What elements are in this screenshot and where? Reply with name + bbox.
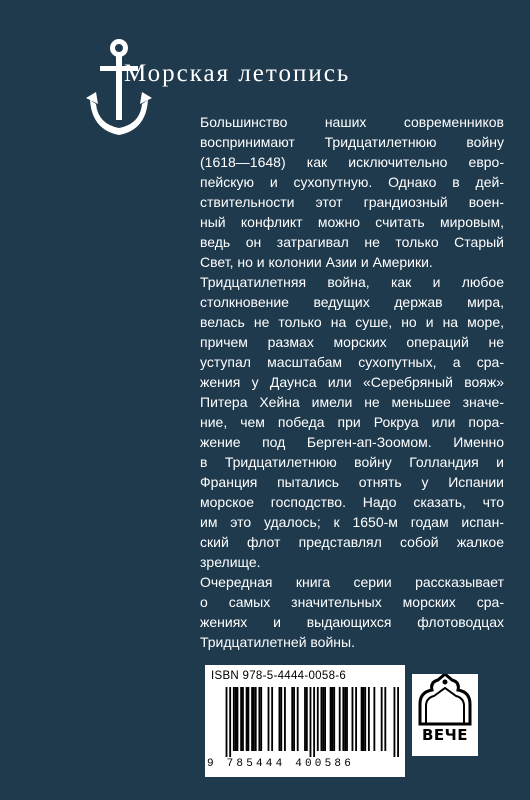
- barcode-bar: [304, 687, 306, 751]
- barcode-bar: [235, 687, 237, 751]
- barcode-bar: [306, 687, 308, 751]
- barcode-panel: [205, 665, 405, 777]
- barcode-bar: [355, 687, 357, 751]
- barcode-bar: [324, 687, 326, 751]
- publisher-logo: [412, 674, 478, 756]
- barcode-bar: [384, 687, 386, 751]
- barcode-bar: [344, 687, 346, 751]
- description-text: [200, 112, 504, 652]
- barcode-bar: [363, 687, 365, 751]
- text-line: ствительности этот грандиозный воен-: [200, 194, 504, 210]
- barcode-bar: [373, 687, 375, 751]
- barcode-bar: [233, 687, 235, 751]
- veche-logo-icon: [412, 674, 478, 728]
- barcode-bar: [260, 687, 262, 751]
- barcode-bar: [342, 687, 344, 751]
- text-line: пейскую и сухопутную. Однако в дей-: [200, 174, 504, 190]
- text-line: Очередная книга серии рассказывает: [200, 574, 504, 590]
- barcode-bar: [352, 687, 354, 751]
- text-line: жения у Даунса или «Серебряный вояж»: [200, 374, 504, 390]
- text-line: причем размах морских операций не: [200, 334, 504, 350]
- barcode-bar: [397, 687, 399, 757]
- text-line: Питера Хейна имели не меньшее значе-: [200, 394, 504, 410]
- barcode-bar: [280, 687, 282, 751]
- barcode-bar: [268, 687, 270, 751]
- barcode-bar: [368, 687, 370, 751]
- barcode-bar: [333, 687, 335, 751]
- barcode-bar: [271, 687, 273, 751]
- barcode-bar: [226, 687, 228, 757]
- barcode-bar: [346, 687, 348, 751]
- text-line: ский флот представлял собой жалкое: [200, 534, 504, 550]
- text-line: Большинство наших современников: [200, 114, 504, 130]
- text-line: Тридцатилетняя война, как и любое: [200, 274, 504, 290]
- barcode-bar: [258, 687, 260, 751]
- barcode-bar: [330, 687, 332, 751]
- text-line: морское господство. Надо сказать, что: [200, 494, 504, 510]
- barcode-bar: [251, 687, 253, 751]
- barcode-bar: [321, 687, 323, 751]
- text-line: в Тридцатилетнюю войну Голландия и: [200, 454, 504, 470]
- text-line: велась не только на суше, но и на море,: [200, 314, 504, 330]
- text-line: зрелище.: [200, 554, 261, 570]
- barcode-bar: [331, 687, 333, 751]
- barcode-bar: [339, 687, 341, 751]
- barcode-bar: [361, 687, 363, 751]
- text-line: Франция пытались отнять у Испании: [200, 474, 504, 490]
- barcode-bar: [284, 687, 286, 751]
- isbn-label: ISBN 978-5-4444-0058-6: [211, 670, 347, 682]
- text-line: ный конфликт можно считать мировым,: [200, 214, 504, 230]
- barcode-bar: [381, 687, 383, 751]
- barcode-bar: [317, 687, 319, 751]
- text-line: жение под Берген-ап-Зоомом. Именно: [200, 434, 504, 450]
- barcode-bar: [297, 687, 299, 751]
- barcode-bar: [246, 687, 248, 751]
- series-title: Морская летопись: [124, 60, 351, 87]
- barcode-bar: [394, 687, 396, 757]
- barcode-bar: [255, 687, 257, 751]
- barcode-bar: [310, 687, 312, 757]
- barcode-bar: [229, 687, 231, 757]
- text-line: ведь он затрагивал не только Старый: [200, 234, 504, 250]
- text-line: Свет, но и колонии Азии и Америки.: [200, 254, 433, 270]
- barcode-bar: [291, 687, 293, 751]
- barcode-bar: [279, 687, 281, 751]
- text-line: уступал масштабам сухопутных, а сра-: [200, 354, 504, 370]
- barcode-digits: 9 785444 400586: [207, 758, 355, 770]
- text-line: им это удалось; к 1650-м годам испан-: [200, 514, 504, 530]
- barcode-bar: [253, 687, 255, 751]
- text-line: жениях и выдающихся флотоводцах: [200, 614, 504, 630]
- text-line: Тридцатилетней войны.: [200, 634, 355, 650]
- text-line: столкновение ведущих держав мира,: [200, 294, 504, 310]
- text-line: о самых значительных морских сра-: [200, 594, 504, 610]
- barcode-bar: [364, 687, 366, 751]
- text-line: ние, чем победа при Рокруа или пора-: [200, 414, 504, 430]
- text-line: (1618—1648) как исключительно евро-: [200, 154, 504, 170]
- barcode-bar: [322, 687, 324, 751]
- barcode-bar: [313, 687, 315, 757]
- barcode-bar: [293, 687, 295, 751]
- publisher-name: ВЕЧЕ: [421, 726, 469, 744]
- barcode-bar: [248, 687, 250, 751]
- text-line: воспринимают Тридцатилетнюю войну: [200, 134, 504, 150]
- anchor-icon: [86, 38, 152, 138]
- barcode-bar: [237, 687, 239, 751]
- barcode-icon: [211, 687, 399, 757]
- barcode-bar: [242, 687, 244, 751]
- barcode-bar: [240, 687, 242, 751]
